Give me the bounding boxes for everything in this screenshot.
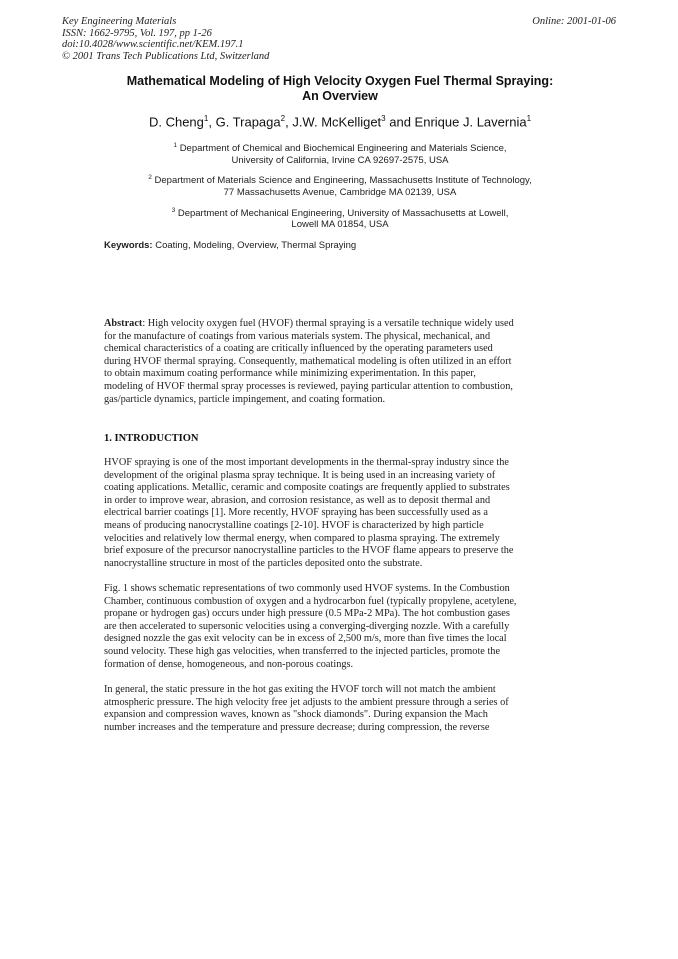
affiliation-text: Department of Mechanical Engineering, University of Massachusetts at Lowell,	[177, 207, 509, 219]
affiliation-text: Department of Materials Science and Engineering, Massachusetts Institute of Technology,	[154, 175, 532, 187]
paragraph-line: Chamber, continuous combustion of oxygen and a hydrocarbon fuel (typically propylene, acetylene,	[104, 595, 517, 607]
affiliation-number: 3	[171, 206, 176, 214]
journal-copyright: © 2001 Trans Tech Publications Ltd, Switzerland	[62, 50, 270, 62]
keywords	[104, 240, 356, 251]
author-separator: ,	[285, 114, 293, 130]
affiliation	[60, 140, 620, 166]
affiliation-line	[60, 205, 620, 220]
affiliation-line	[60, 172, 620, 187]
paragraph-line: propane or hydrogen gas) occurs under high pressure (0.5 MPa-2 MPa). The hot combustion gases	[104, 608, 510, 620]
paragraph-line: sound velocity. These high gas velocities, when transferred to the injected particles, promote the	[104, 645, 501, 657]
author-separator: and	[385, 114, 415, 130]
abstract-line: gas/particle dynamics, particle impingement, and coating formation.	[104, 393, 386, 405]
author-name: J.W. McKelliget	[292, 114, 382, 130]
author-name: G. Trapaga	[215, 114, 281, 130]
paragraph-line: electrical barrier coatings [1]. More recently, HVOF spraying has been successfully used as a	[104, 507, 488, 519]
paragraph-line: velocities and relatively low thermal energy, when compared to plasma spraying. The extremely	[104, 532, 500, 544]
author-name: D. Cheng	[148, 114, 204, 130]
abstract-line: to obtain maximum coating performance while minimizing experimentation. In this paper,	[104, 368, 476, 380]
paragraph	[104, 583, 550, 671]
paragraph-line: Fig. 1 shows schematic representations of two commonly used HVOF systems. In the Combustion	[104, 583, 510, 594]
paper-title-line: Mathematical Modeling of High Velocity Oxygen Fuel Thermal Spraying:	[126, 74, 554, 88]
paragraph-line: In general, the static pressure in the hot gas exiting the HVOF torch will not match the ambient	[104, 684, 496, 695]
abstract-text: : High velocity oxygen fuel (HVOF) thermal spraying is a versatile technique widely used	[142, 318, 514, 329]
affiliation-line: Lowell MA 01854, USA	[291, 219, 389, 231]
paragraph-line: atmospheric pressure. The high velocity free jet adjusts to the ambient pressure through a series of	[104, 696, 509, 708]
author-name: Enrique J. Lavernia	[414, 114, 527, 130]
abstract-line: modeling of HVOF thermal spray processes is reviewed, paying particular attention to combustion,	[104, 380, 513, 392]
keywords-text: Coating, Modeling, Overview, Thermal Spraying	[152, 240, 357, 251]
paragraph-line: HVOF spraying is one of the most important developments in the thermal-spray industry since the	[104, 457, 509, 468]
paragraph-line: brief exposure of the precursor nanocrystalline particles to the HVOF flame appears to preserve the	[104, 545, 514, 557]
abstract-line: chemical characteristics of a coating are critically influenced by the operating parameters used	[104, 343, 493, 355]
affiliation-number: 1	[173, 142, 178, 149]
abstract-line	[104, 318, 550, 331]
abstract-line: for the manufacture of coatings from various materials system. The physical, mechanical, and	[104, 330, 491, 342]
paragraph-line: coating applications. Metallic, ceramic and composite coatings are frequently applied to substrates	[104, 482, 510, 494]
author-separator: ,	[208, 114, 216, 130]
paper-title-line: An Overview	[302, 89, 378, 103]
paragraph-line: designed nozzle the gas exit velocity can be in excess of 2,500 m/s, more than five times the local	[104, 633, 507, 645]
journal-doi[interactable]: doi:10.4028/www.scientific.net/KEM.197.1	[62, 39, 244, 51]
abstract	[104, 318, 550, 406]
paragraph	[104, 457, 550, 570]
paragraph-line: number increases and the temperature and pressure decrease; during compression, the reverse	[104, 721, 490, 733]
affiliations	[60, 140, 620, 237]
abstract-line: during HVOF thermal spraying. Consequently, mathematical modeling is often utilized in an effort	[104, 355, 512, 367]
affiliation-line: 77 Massachusetts Avenue, Cambridge MA 02139, USA	[223, 187, 457, 199]
paragraph-line: are then accelerated to supersonic velocities using a converging-diverging nozzle. With a carefully	[104, 620, 510, 632]
affiliation-text: Department of Chemical and Biochemical Engineering and Materials Science,	[179, 143, 507, 155]
paragraph-line: nanocrystalline structure in most of the particles deposited onto the substrate.	[104, 557, 423, 569]
keywords-label: Keywords:	[104, 240, 153, 251]
paragraph-line: formation of dense, homogeneous, and non-porous coatings.	[104, 658, 354, 670]
abstract-label: Abstract	[104, 318, 143, 329]
paragraph	[104, 684, 550, 734]
affiliation	[60, 172, 620, 198]
paper-title	[80, 74, 600, 104]
affiliation-line	[60, 140, 620, 155]
paragraph-line: in order to improve wear, abrasion, and corrosion resistance, as well as to deposit thermal and	[104, 494, 491, 506]
paragraph-line: development of the original plasma spray technique. It is being used in an increasing variety of	[104, 469, 496, 481]
affiliation-number: 2	[148, 174, 152, 182]
author-affiliation-mark: 1	[526, 114, 532, 123]
author-affiliation-mark: 3	[381, 114, 386, 123]
online-date: Online: 2001-01-06	[532, 16, 616, 27]
paragraph-line: expansion and compression waves, known as "shock diamonds". During expansion the Mach	[104, 709, 488, 721]
affiliation	[60, 205, 620, 231]
section-heading: 1. INTRODUCTION	[104, 433, 199, 444]
author-affiliation-mark: 1	[203, 114, 209, 123]
journal-issn: ISSN: 1662-9795, Vol. 197, pp 1-26	[62, 27, 212, 39]
affiliation-line: University of California, Irvine CA 92697-2575, USA	[231, 154, 449, 166]
author-list	[60, 114, 620, 129]
paragraph-line: means of producing nanocrystalline coatings [2-10]. HVOF is characterized by high particle	[104, 519, 484, 531]
author-affiliation-mark: 2	[280, 114, 286, 123]
journal-name: Key Engineering Materials	[62, 16, 177, 27]
